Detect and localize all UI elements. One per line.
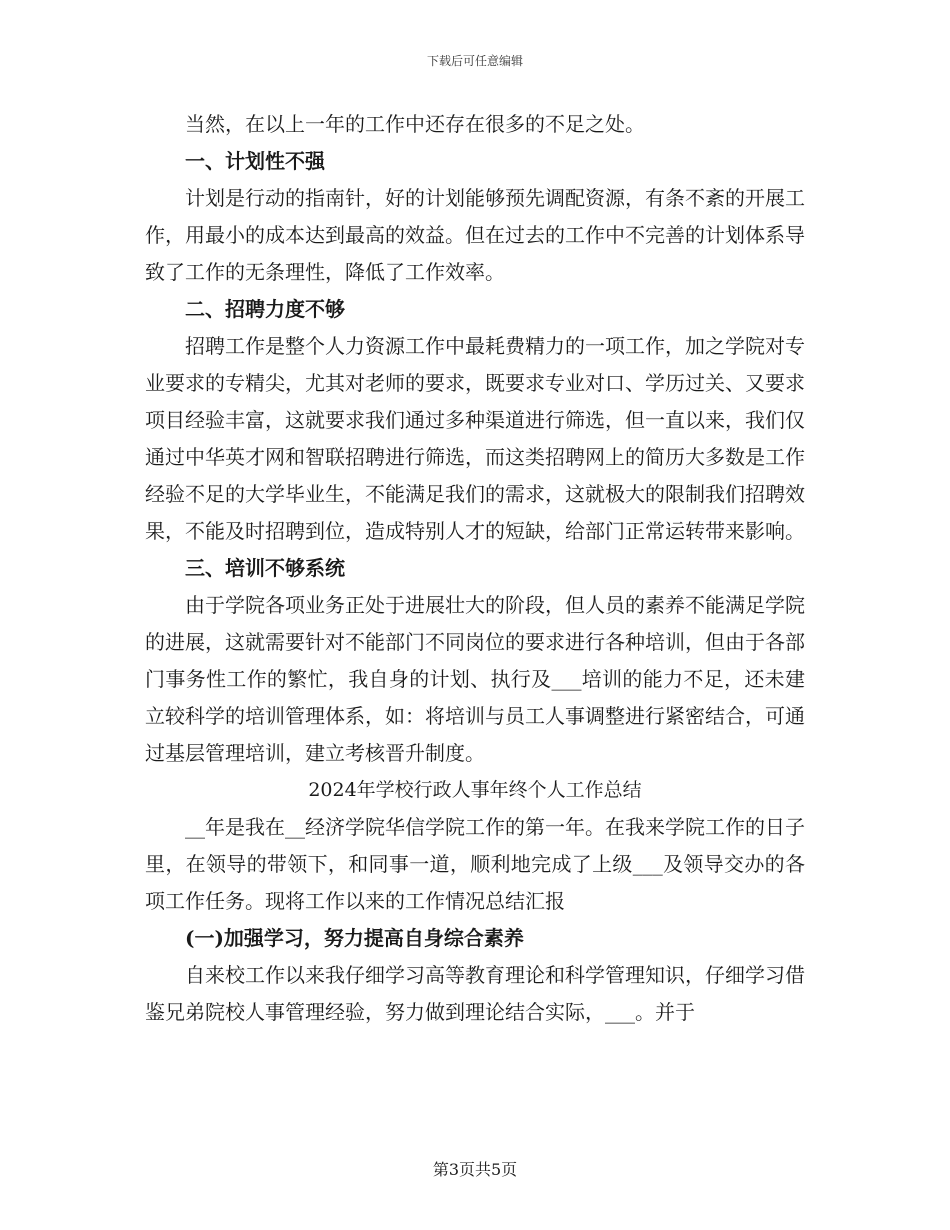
heading-recruitment: 二、招聘力度不够 — [185, 297, 345, 321]
heading-training: 三、培训不够系统 — [185, 556, 345, 580]
document-body — [145, 106, 805, 1031]
paragraph-intro: 当然，在以上一年的工作中还存在很多的不足之处。 — [185, 112, 645, 136]
paragraph-training: 由于学院各项业务正处于进展壮大的阶段，但人员的素养不能满足学院的进展，这就需要针对不能部门不同岗位的要求进行各种培训，但由于各部门事务性工作的繁忙，我自身的计划、执行及___培训的能力不足，还未建立较科学的培训管理体系，如：将培训与员工人事调整进行紧密结合，可通过基层管理培训，建立考核晋升制度。 — [145, 593, 805, 765]
page-number: 第3页共5页 — [432, 1160, 518, 1179]
heading-study: (一)加强学习，努力提高自身综合素养 — [185, 926, 524, 950]
paragraph-study: 自来校工作以来我仔细学习高等教育理论和科学管理知识，仔细学习借鉴兄弟院校人事管理经验，努力做到理论结合实际，___。并于 — [145, 963, 805, 1024]
document-title: 2024年学校行政人事年终个人工作总结 — [308, 779, 642, 801]
page-header-note: 下载后可任意编辑 — [426, 54, 523, 68]
paragraph-recruitment: 招聘工作是整个人力资源工作中最耗费精力的一项工作，加之学院对专业要求的专精尖，尤其对老师的要求，既要求专业对口、学历过关、又要求项目经验丰富，这就要求我们通过多种渠道进行筛选，但一直以来，我们仅通过中华英才网和智联招聘进行筛选，而这类招聘网上的简历大多数是工作经验不足的大学毕业生，不能满足我们的需求，这就极大的限制我们招聘效果，不能及时招聘到位，造成特别人才的短缺，给部门正常运转带来影响。 — [145, 334, 805, 543]
heading-planning: 一、计划性不强 — [185, 149, 325, 173]
paragraph-summary: __年是我在__经济学院华信学院工作的第一年。在我来学院工作的日子里，在领导的带领下，和同事一道，顺利地完成了上级___及领导交办的各项工作任务。现将工作以来的工作情况总结汇报 — [145, 815, 805, 913]
paragraph-planning: 计划是行动的指南针，好的计划能够预先调配资源，有条不紊的开展工作，用最小的成本达到最高的效益。但在过去的工作中不完善的计划体系导致了工作的无条理性，降低了工作效率。 — [145, 186, 805, 284]
